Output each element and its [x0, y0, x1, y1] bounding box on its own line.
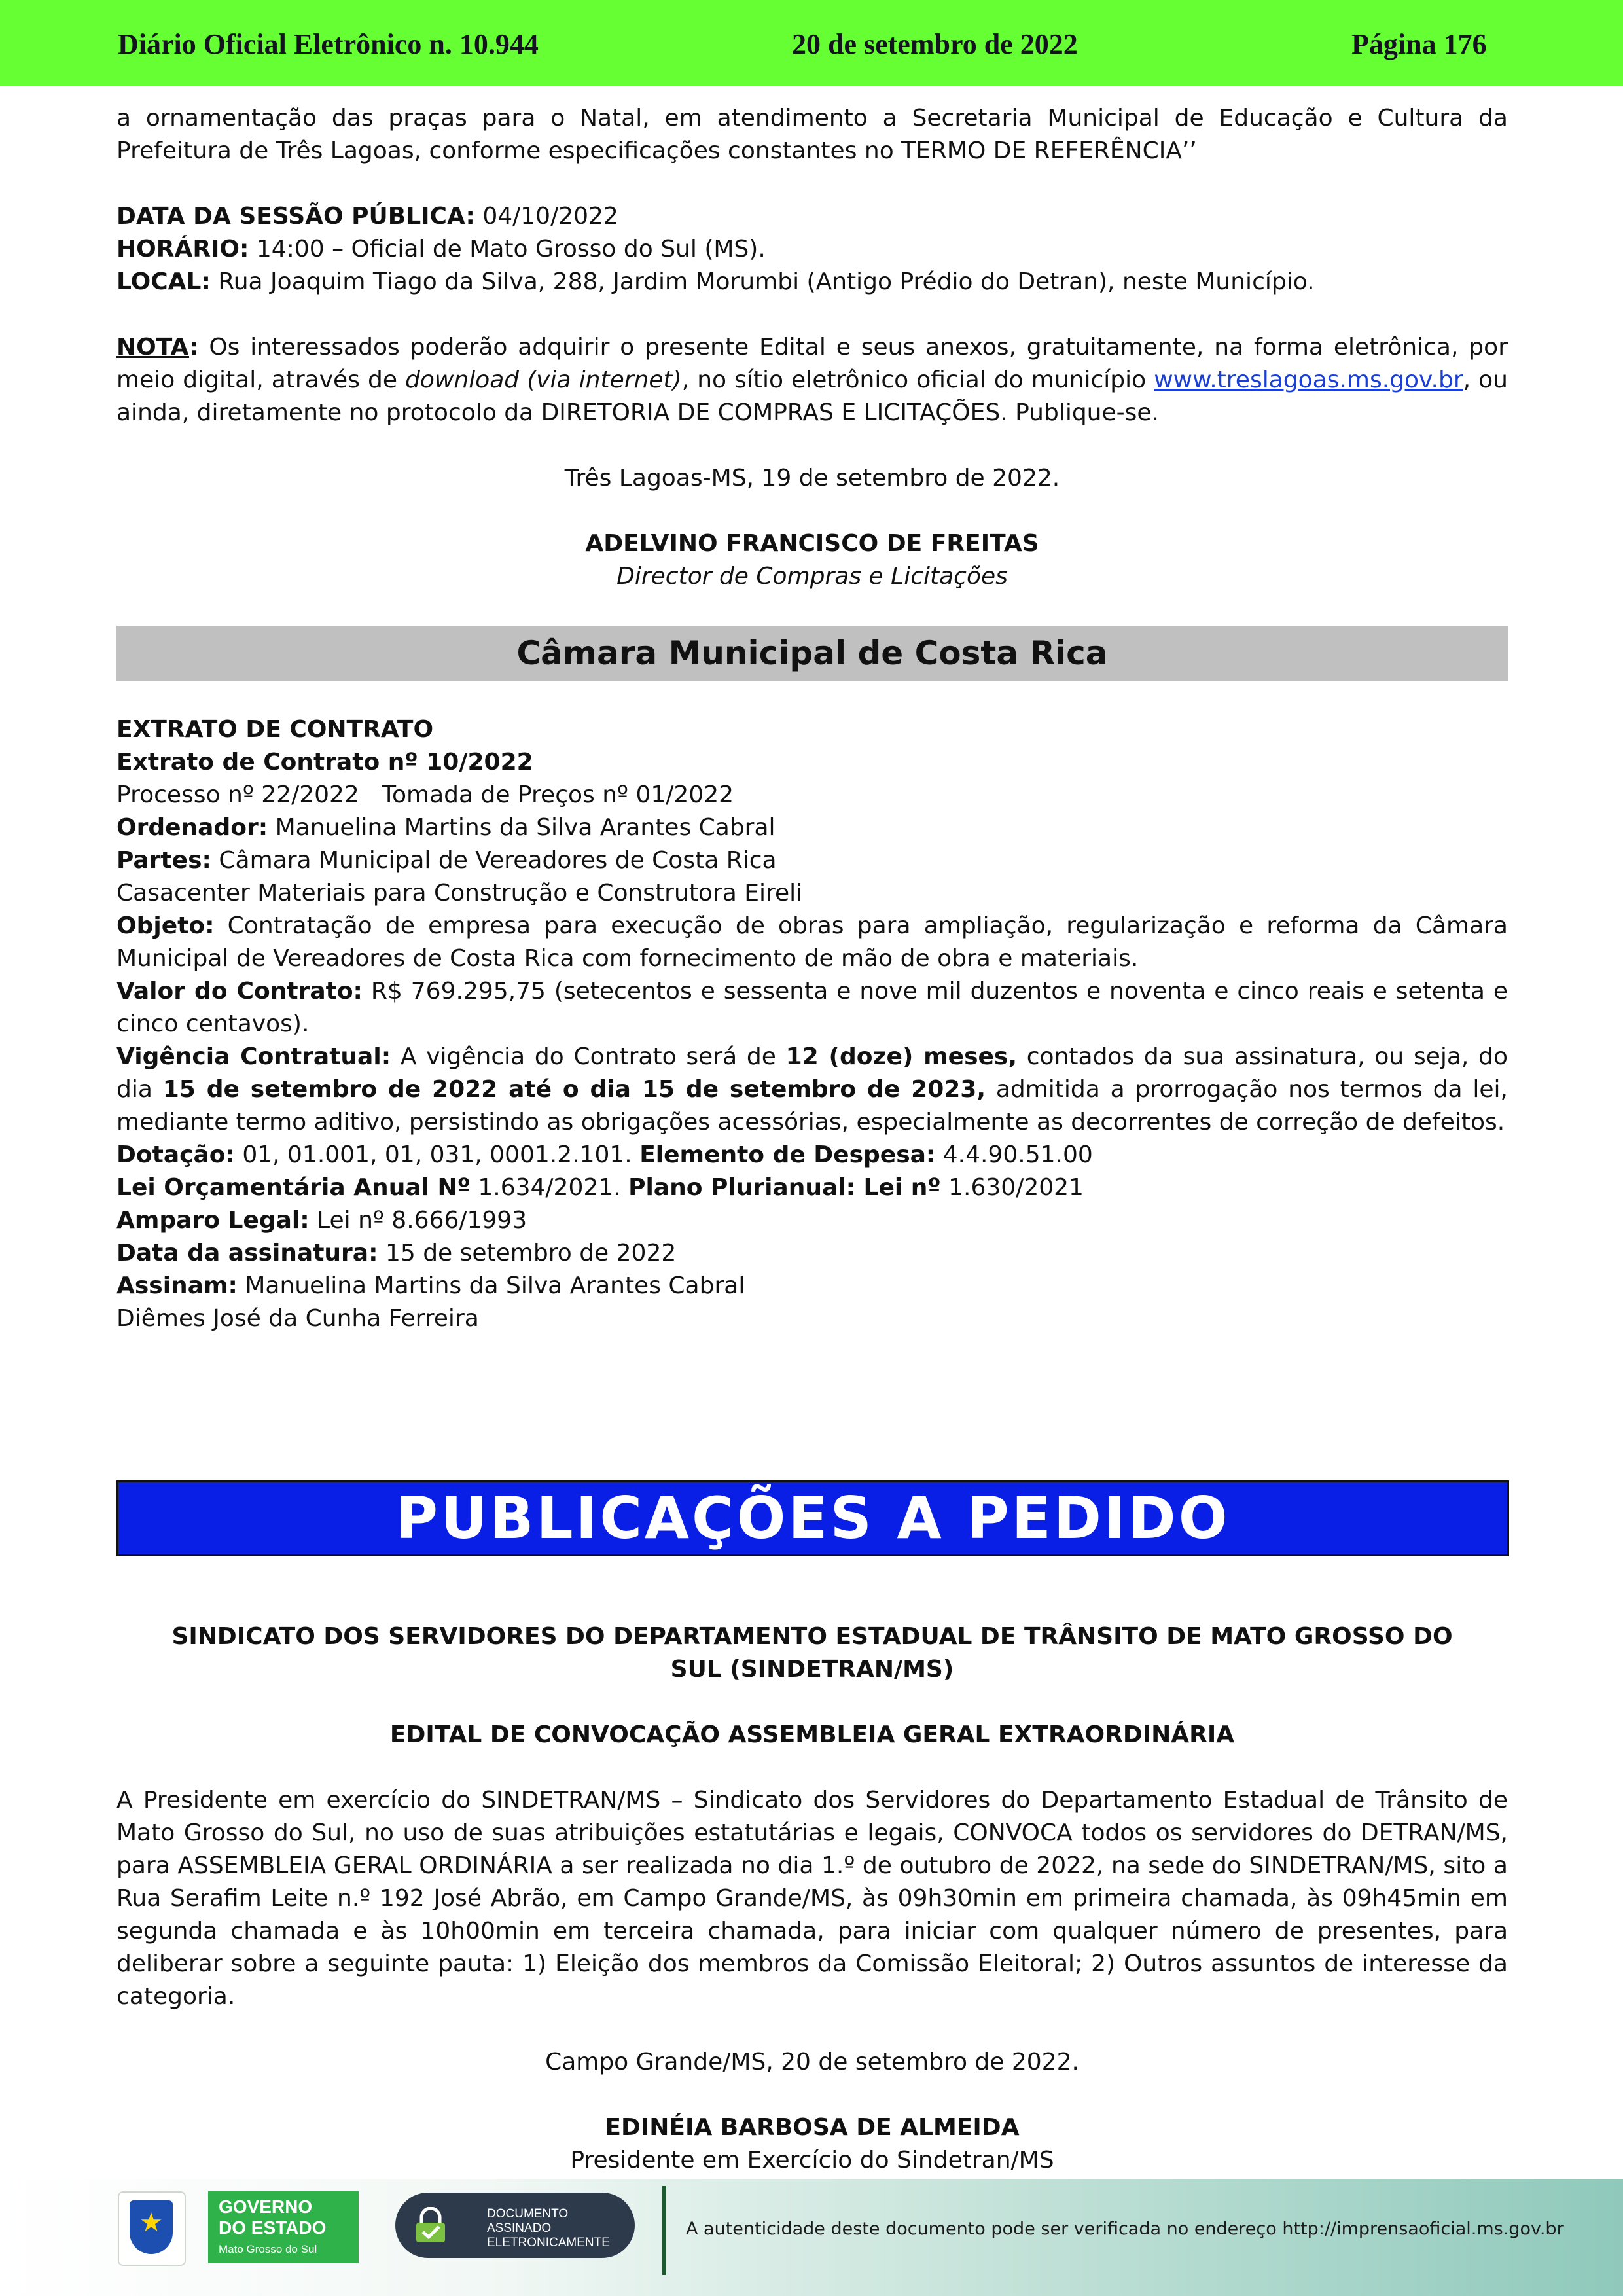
government-logo	[208, 2191, 359, 2263]
elemento-label: Elemento de Despesa:	[639, 1141, 936, 1168]
objeto-label: Objeto:	[116, 912, 215, 939]
amparo-value: Lei nº 8.666/1993	[309, 1207, 527, 1234]
sindicato-title-2: SUL (SINDETRAN/MS)	[670, 1656, 954, 1683]
municipality-link[interactable]: www.treslagoas.ms.gov.br	[1154, 367, 1463, 393]
edital-title: EDITAL DE CONVOCAÇÃO ASSEMBLEIA GERAL EXTRAORDINÁRIA	[389, 1721, 1235, 1748]
dotacao-value: 01, 01.001, 01, 031, 0001.2.101.	[234, 1141, 640, 1168]
vigencia-text-3: admitida a prorrogação nos termos da lei, mediante termo aditivo, persistindo as obrigações acessórias, especialmente as decorrentes de correção de defeitos.	[116, 1076, 1508, 1136]
page-number: Página 176	[1351, 28, 1487, 60]
ppa-value: 1.630/2021	[940, 1174, 1084, 1201]
nota-text-2: , no sítio eletrônico oficial do município	[681, 367, 1154, 393]
session-place-value: Rua Joaquim Tiago da Silva, 288, Jardim Morumbi (Antigo Prédio do Detran), neste Município.	[210, 268, 1315, 295]
publications-banner: PUBLICAÇÕES A PEDIDO	[116, 1480, 1509, 1556]
partes-line	[116, 844, 1508, 877]
signer-2-name: EDINÉIA BARBOSA DE ALMEIDA	[605, 2114, 1020, 2141]
loa-value: 1.634/2021.	[470, 1174, 629, 1201]
intro-paragraph: a ornamentação das praças para o Natal, em atendimento a Secretaria Municipal de Educação e Cultura da Prefeitura de Três Lagoas, conforme especificações constantes no TERMO DE REFERÊNCIA’’	[116, 105, 1508, 164]
session-time-line	[116, 233, 1508, 266]
padlock-check-icon	[411, 2207, 450, 2244]
coat-of-arms-icon: ★	[118, 2191, 186, 2266]
contract-process: Processo nº 22/2022 Tomada de Preços nº 01/2022	[116, 781, 734, 808]
journal-title: Diário Oficial Eletrônico n. 10.944	[118, 28, 539, 60]
badge-line-3: ELETRONICAMENTE	[487, 2236, 610, 2250]
assinam-label: Assinam:	[116, 1272, 238, 1299]
objeto-value: Contratação de empresa para execução de obras para ampliação, regularização e reforma da Câmara Municipal de Vereadores de Costa Rica com fornecimento de mão de obra e materiais.	[116, 912, 1508, 972]
amparo-label: Amparo Legal:	[116, 1207, 310, 1234]
loa-line	[116, 1172, 1508, 1204]
partes-value: Câmara Municipal de Vereadores de Costa Rica	[211, 847, 777, 874]
dotacao-label: Dotação:	[116, 1141, 235, 1168]
nota-text-3: , ou ainda, diretamente no protocolo da DIRETORIA DE COMPRAS E LICITAÇÕES. Publique-se.	[116, 367, 1508, 426]
assinam-line	[116, 1270, 1508, 1302]
footer-divider	[662, 2186, 666, 2275]
authenticity-notice: A autenticidade deste documento pode ser verificada no endereço http://imprensaoficial.ms.gov.br	[686, 2219, 1564, 2239]
place-date-1: Três Lagoas-MS, 19 de setembro de 2022.	[564, 465, 1060, 492]
page-footer	[0, 2179, 1623, 2296]
objeto-paragraph	[116, 910, 1508, 975]
assinatura-line	[116, 1237, 1508, 1270]
gov-logo-line-1: GOVERNO	[219, 2197, 313, 2217]
partes-label: Partes:	[116, 847, 211, 874]
ordenador-value: Manuelina Martins da Silva Arantes Cabral	[268, 814, 776, 841]
nota-colon: :	[189, 334, 199, 361]
signed-document-badge	[395, 2193, 635, 2258]
loa-label: Lei Orçamentária Anual Nº	[116, 1174, 471, 1201]
valor-value: R$ 769.295,75 (setecentos e sessenta e nove mil duzentos e noventa e cinco reais e setenta e cinco centavos).	[116, 978, 1508, 1037]
assinam-value: Manuelina Martins da Silva Arantes Cabral	[237, 1272, 745, 1299]
vigencia-label: Vigência Contratual:	[116, 1043, 391, 1070]
nota-label: NOTA	[116, 334, 190, 361]
assinatura-value: 15 de setembro de 2022	[378, 1240, 677, 1266]
amparo-line	[116, 1204, 1508, 1237]
session-place-line	[116, 266, 1508, 298]
nota-text-1: Os interessados poderão adquirir o presente Edital e seus anexos, gratuitamente, na forma eletrônica, por meio digital, através de	[116, 334, 1508, 393]
session-date-label: DATA DA SESSÃO PÚBLICA:	[116, 203, 475, 230]
gov-logo-line-3: Mato Grosso do Sul	[219, 2243, 317, 2255]
issue-date: 20 de setembro de 2022	[792, 28, 1078, 60]
page-header	[0, 0, 1623, 86]
main-content	[116, 102, 1508, 1335]
place-date-2: Campo Grande/MS, 20 de setembro de 2022.	[545, 2049, 1079, 2075]
session-date-line	[116, 200, 1508, 233]
nota-paragraph	[116, 331, 1508, 429]
contract-heading: EXTRATO DE CONTRATO	[116, 716, 434, 743]
session-date-value: 04/10/2022	[474, 203, 618, 230]
partes-line-2: Casacenter Materiais para Construção e Construtora Eireli	[116, 880, 803, 906]
sindicato-title-1: SINDICATO DOS SERVIDORES DO DEPARTAMENTO ESTADUAL DE TRÂNSITO DE MATO GROSSO DO	[171, 1623, 1453, 1650]
vigencia-bold-2: 15 de setembro de 2022 até o dia 15 de setembro de 2023,	[162, 1076, 986, 1103]
contract-number: Extrato de Contrato nº 10/2022	[116, 749, 533, 776]
dotacao-line	[116, 1139, 1508, 1172]
sindicato-body: A Presidente em exercício do SINDETRAN/MS – Sindicato dos Servidores do Departamento Estadual de Trânsito de Mato Grosso do Sul, no uso de suas atribuições estatutárias e legais, CONVOCA todos os servidores do DETRAN/MS, para ASSEMBLEIA GERAL ORDINÁRIA a ser realizada no dia 1.º de outubro de 2022, na sede do SINDETRAN/MS, sito a Rua Serafim Leite n.º 192 José Abrão, em Campo Grande/MS, às 09h30min em primeira chamada, às 09h45min em segunda chamada e às 10h00min em terceira chamada, para iniciar com qualquer número de presentes, para deliberar sobre a seguinte pauta: 1) Eleição dos membros da Comissão Eleitoral; 2) Outros assuntos de interesse da categoria.	[116, 1787, 1508, 2010]
signer-1-role: Director de Compras e Licitações	[616, 563, 1008, 590]
assinatura-label: Data da assinatura:	[116, 1240, 378, 1266]
section-title-bar: Câmara Municipal de Costa Rica	[116, 626, 1508, 681]
assinam-line-2: Diêmes José da Cunha Ferreira	[116, 1305, 479, 1332]
vigencia-paragraph	[116, 1041, 1508, 1139]
signer-1-name: ADELVINO FRANCISCO DE FREITAS	[585, 530, 1039, 557]
ordenador-label: Ordenador:	[116, 814, 268, 841]
valor-paragraph	[116, 975, 1508, 1041]
signer-2-role: Presidente em Exercício do Sindetran/MS	[570, 2147, 1054, 2174]
ppa-label: Plano Plurianual: Lei nº	[628, 1174, 941, 1201]
session-place-label: LOCAL:	[116, 268, 211, 295]
sindicato-section	[116, 1621, 1508, 2177]
session-time-value: 14:00 – Oficial de Mato Grosso do Sul (MS).	[249, 236, 766, 262]
session-time-label: HORÁRIO:	[116, 236, 249, 262]
ordenador-line	[116, 812, 1508, 844]
elemento-value: 4.4.90.51.00	[935, 1141, 1093, 1168]
vigencia-text-1: A vigência do Contrato será de	[391, 1043, 786, 1070]
valor-label: Valor do Contrato:	[116, 978, 363, 1005]
nota-italic: download (via internet)	[405, 367, 682, 393]
vigencia-text-2: contados da sua assinatura, ou seja, do dia	[116, 1043, 1508, 1103]
badge-line-2: ASSINADO	[487, 2221, 552, 2235]
vigencia-bold-1: 12 (doze) meses,	[785, 1043, 1018, 1070]
gov-logo-line-2: DO ESTADO	[219, 2217, 327, 2238]
badge-line-1: DOCUMENTO	[487, 2207, 569, 2221]
